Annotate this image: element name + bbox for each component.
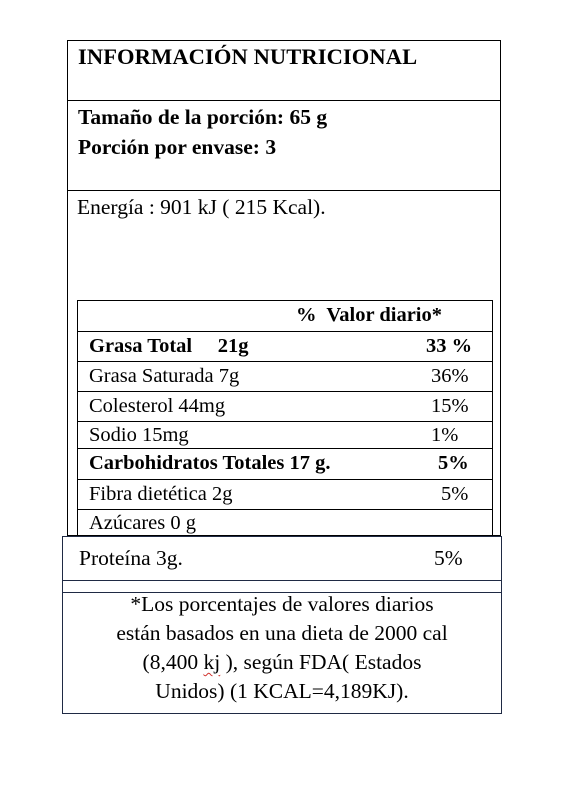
table-row-separator (77, 331, 493, 332)
label-title: INFORMACIÓN NUTRICIONAL (78, 44, 418, 69)
footnote-text: (8,400 (142, 650, 204, 674)
table-row-value: 5% (441, 483, 469, 505)
divider (67, 100, 501, 101)
misspelled-word: kj (203, 650, 221, 674)
table-header: % Valor diario* (296, 304, 442, 326)
table-row-separator (77, 421, 493, 422)
protein-value: 5% (434, 546, 463, 570)
table-row-separator (77, 448, 493, 449)
table-row-value: 36% (431, 365, 469, 387)
table-row-name: Carbohidratos Totales 17 g. (89, 452, 331, 474)
table-row-value: 15% (431, 395, 469, 417)
table-row-name: Sodio 15mg (89, 424, 189, 446)
table-row-value: 5% (438, 452, 469, 474)
table-row-separator (77, 361, 493, 362)
footnote-line (62, 650, 502, 675)
footnote-line: están basados en una dieta de 2000 cal (116, 621, 448, 645)
table-row-separator (77, 509, 493, 510)
table-row-separator (77, 479, 493, 480)
table-row-value: 1% (431, 424, 459, 446)
table-row-name: Fibra dietética 2g (89, 483, 233, 505)
protein-name: Proteína 3g. (79, 546, 183, 570)
footnote-line: Unidos) (1 KCAL=4,189KJ). (155, 679, 409, 703)
table-row-separator (77, 391, 493, 392)
table-row-name: Grasa Total 21g (89, 335, 249, 357)
footnote-line: *Los porcentajes de valores diarios (130, 592, 434, 616)
serving-size: Tamaño de la porción: 65 g (78, 105, 328, 129)
table-row-name: Grasa Saturada 7g (89, 365, 240, 387)
footnote-text: ), según FDA( Estados (220, 650, 422, 674)
table-row-name: Colesterol 44mg (89, 395, 226, 417)
divider (67, 190, 501, 191)
table-row-value: 33 % (426, 335, 473, 357)
energy-text: Energía : 901 kJ ( 215 Kcal). (77, 195, 326, 219)
table-top-border (77, 300, 493, 301)
servings-per-container: Porción por envase: 3 (78, 135, 277, 159)
table-row-name: Azúcares 0 g (89, 512, 197, 534)
